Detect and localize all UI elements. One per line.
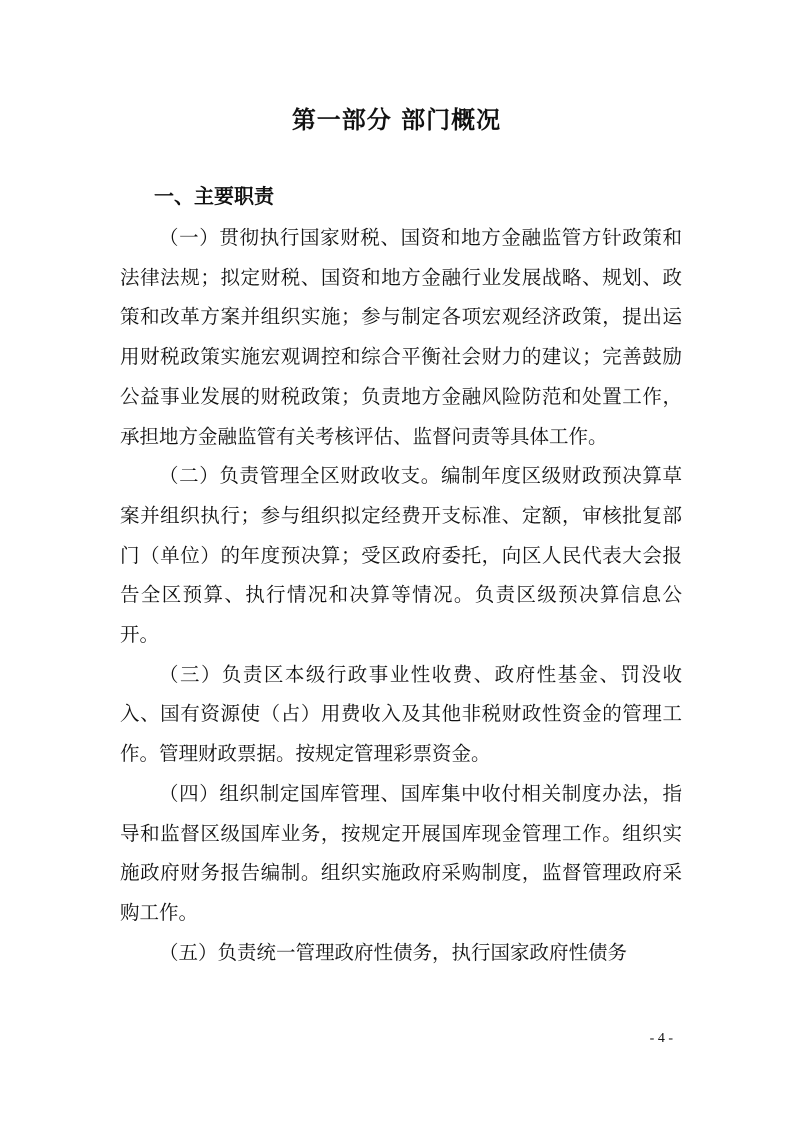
section-heading: 一、主要职责 — [154, 184, 274, 208]
document-body — [120, 218, 682, 972]
paragraph-1: （一）贯彻执行国家财税、国资和地方金融监管方针政策和法律法规；拟定财税、国资和地方金融行业发展战略、规划、政策和改革方案并组织实施；参与制定各项宏观经济政策，提出运用财税政策实施宏观调控和综合平衡社会财力的建议；完善鼓励公益事业发展的财税政策；负责地方金融风险防范和处置工作，承担地方金融监管有关考核评估、监督问责等具体工作。 — [120, 226, 682, 448]
page-title: 第一部分 部门概况 — [291, 106, 502, 134]
paragraph-2: （二）负责管理全区财政收支。编制年度区级财政预决算草案并组织执行；参与组织拟定经费开支标准、定额，审核批复部门（单位）的年度预决算；受区政府委托，向区人民代表大会报告全区预算、执行情况和决算等情况。负责区级预决算信息公开。 — [120, 464, 682, 647]
page-number: - 4 - — [649, 1031, 673, 1046]
paragraph-3: （三）负责区本级行政事业性收费、政府性基金、罚没收入、国有资源使（占）用费收入及其他非税财政性资金的管理工作。管理财政票据。按规定管理彩票资金。 — [120, 662, 682, 766]
paragraph-4: （四）组织制定国库管理、国库集中收付相关制度办法，指导和监督区级国库业务，按规定开展国库现金管理工作。组织实施政府财务报告编制。组织实施政府采购制度，监督管理政府采购工作。 — [120, 781, 682, 924]
paragraph-5: （五）负责统一管理政府性债务，执行国家政府性债务 — [159, 940, 628, 964]
